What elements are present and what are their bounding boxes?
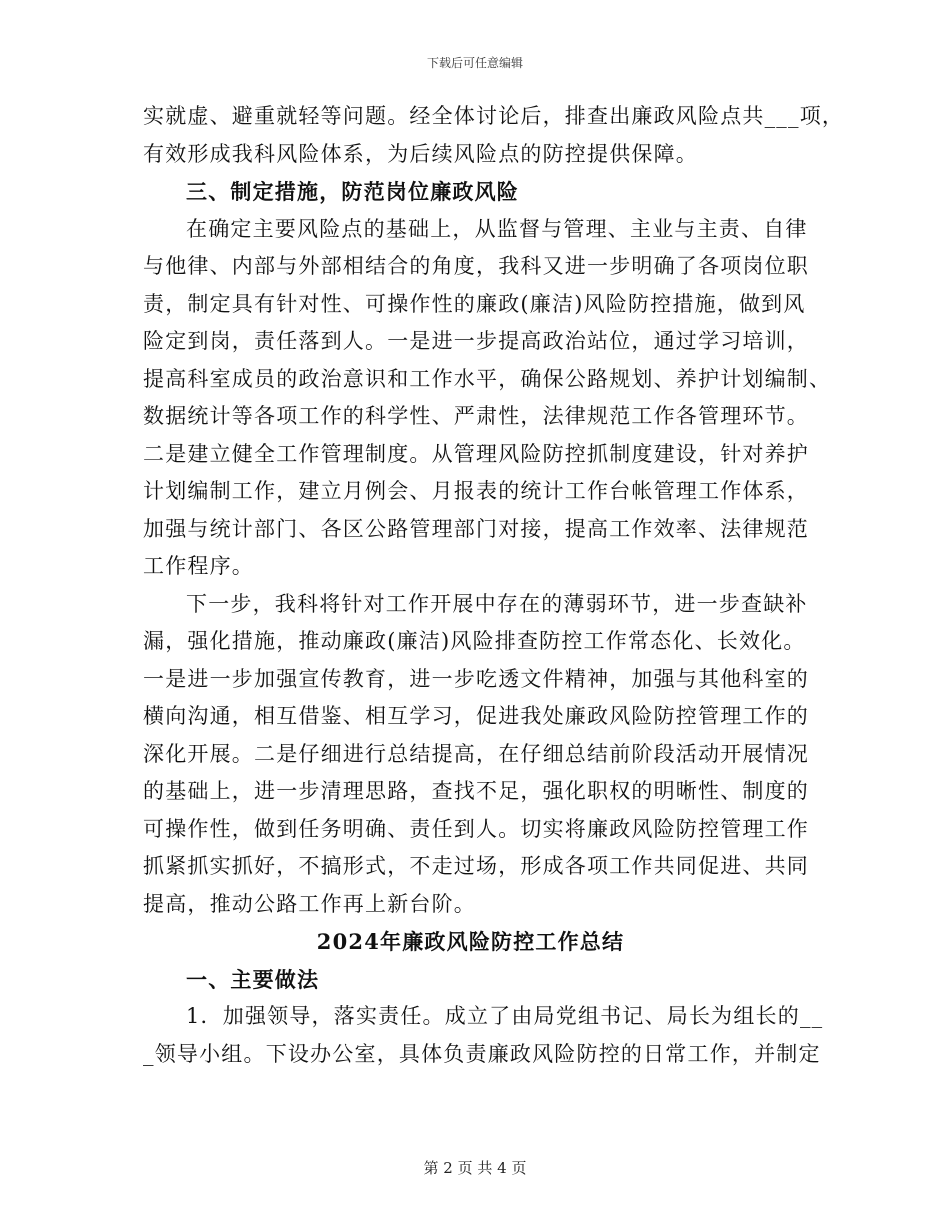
text-line: 加强与统计部门、各区公路管理部门对接，提高工作效率、法律规范 [143, 516, 809, 541]
text-line: 险定到岗，责任落到人。一是进一步提高政治站位，通过学习培训， [143, 329, 809, 353]
text-line: 与他律、内部与外部相结合的角度，我科又进一步明确了各项岗位职 [143, 254, 809, 278]
text-line: _领导小组。下设办公室，具体负责廉政风险防控的日常工作，并制定 [143, 1041, 821, 1066]
page-header: 下载后可任意编辑 [426, 56, 523, 70]
text-line: 责，制定具有针对性、可操作性的廉政(廉洁)风险防控措施，做到风 [143, 291, 806, 316]
text-line: 一是进一步加强宣传教育，进一步吃透文件精神，加强与其他科室的 [143, 666, 809, 691]
text-line: 计划编制工作，建立月例会、月报表的统计工作台帐管理工作体系， [143, 479, 809, 503]
page-footer: 第 2 页 共 4 页 [423, 1159, 527, 1177]
text-line: 抓紧抓实抓好，不搞形式，不走过场，形成各项工作共同促进、共同 [143, 854, 809, 878]
text-line: 横向沟通，相互借鉴、相互学习，促进我处廉政风险防控管理工作的 [143, 704, 809, 728]
text-line: 的基础上，进一步清理思路，查找不足，强化职权的明晰性、制度的 [143, 779, 809, 803]
text-line: 二是建立健全工作管理制度。从管理风险防控抓制度建设，针对养护 [143, 441, 809, 466]
section-heading: 一、主要做法 [186, 966, 320, 992]
text-line: 数据统计等各项工作的科学性、严肃性，法律规范工作各管理环节。 [143, 404, 809, 428]
text-line: 在确定主要风险点的基础上，从监督与管理、主业与主责、自律 [186, 216, 808, 241]
text-line: 深化开展。二是仔细进行总结提高，在仔细总结前阶段活动开展情况 [143, 741, 809, 766]
text-line: 工作程序。 [143, 554, 254, 578]
text-line: 提高科室成员的政治意识和工作水平，确保公路规划、养护计划编制、 [143, 366, 832, 391]
text-line: 1．加强领导，落实责任。成立了由局党组书记、局长为组长的__ [186, 1004, 824, 1028]
text-line: 漏，强化措施，推动廉政(廉洁)风险排查防控工作常态化、长效化。 [143, 629, 806, 653]
section-heading: 三、制定措施，防范岗位廉政风险 [186, 179, 519, 204]
text-line: 实就虚、避重就轻等问题。经全体讨论后，排查出廉政风险点共___项， [143, 104, 845, 128]
text-line: 可操作性，做到任务明确、责任到人。切实将廉政风险防控管理工作 [143, 816, 809, 841]
text-line: 有效形成我科风险体系，为后续风险点的防控提供保障。 [143, 141, 698, 166]
document-body [143, 98, 845, 1073]
text-line: 提高，推动公路工作再上新台阶。 [143, 891, 476, 916]
text-line: 下一步，我科将针对工作开展中存在的薄弱环节，进一步查缺补 [186, 591, 808, 616]
document-title: 2024年廉政风险防控工作总结 [316, 929, 625, 954]
